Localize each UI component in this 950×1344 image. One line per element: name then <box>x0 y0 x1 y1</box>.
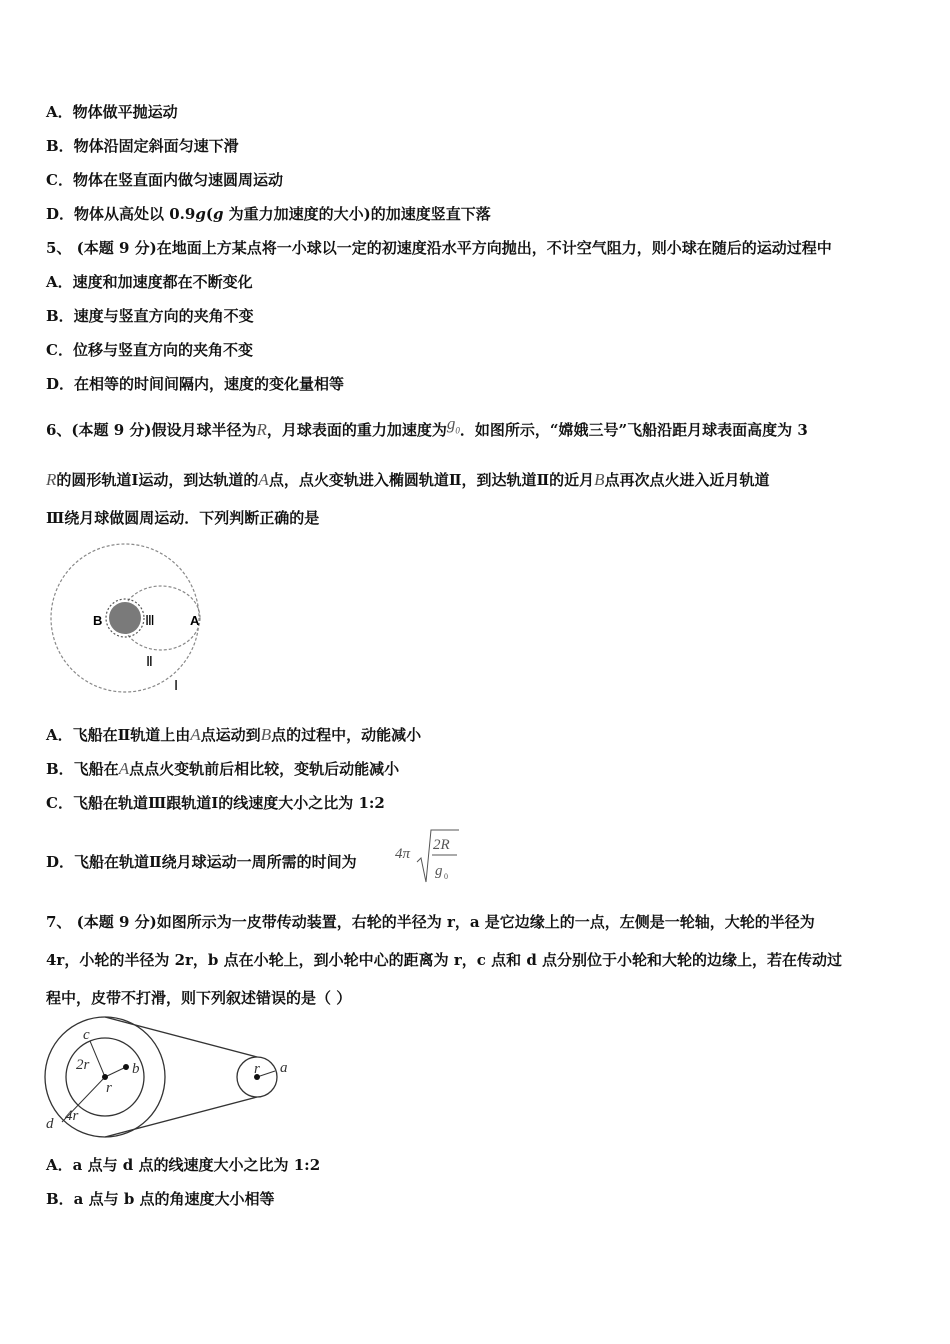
q6-symbol-a: A <box>258 470 269 489</box>
label-b: B <box>93 613 103 628</box>
q5-option-b: B．速度与竖直方向的夹角不变 <box>46 307 254 325</box>
q6-text: 6、(本题 9 分)假设月球半径为 <box>46 421 257 439</box>
label-d: d <box>46 1116 54 1132</box>
q6-g: g <box>446 414 456 433</box>
q6-option-d <box>46 852 357 872</box>
q6-stem-line1 <box>46 414 808 446</box>
q5-stem: 5、 (本题 9 分)在地面上方某点将一小球以一定的初速度沿水平方向抛出，不计空气阻力，则小球在随后的运动过程中 <box>46 239 832 257</box>
formula-numerator: 2R <box>433 837 450 853</box>
q6-symbol-r: R <box>256 420 267 439</box>
q6-b-text: 点点火变轨前后相比较，变轨后动能减小 <box>129 760 400 778</box>
q6-a-text: A．飞船在Ⅱ轨道上由 <box>46 726 191 744</box>
q6-option-b <box>46 759 399 779</box>
q4-d-text-1: D．物体从高处以 0.9 <box>46 205 196 223</box>
q7-stem-line1: 7、 (本题 9 分)如图所示为一皮带传动装置，右轮的半径为 r，a 是它边缘上的一点，左侧是一轮轴，大轮的半径为 <box>46 913 815 931</box>
q4-d-text-2: ( <box>205 205 213 223</box>
belt-drive-diagram <box>40 1016 310 1146</box>
q6-text: 点，点火变轨进入椭圆轨道Ⅱ，到达轨道Ⅱ的近月 <box>268 471 595 489</box>
q4-option-b: B．物体沿固定斜面匀速下滑 <box>46 137 239 155</box>
q4-option-c: C．物体在竖直面内做匀速圆周运动 <box>46 171 283 189</box>
q6-symbol-r: R <box>46 470 57 489</box>
formula-period <box>393 826 463 886</box>
label-ii: Ⅱ <box>146 655 153 670</box>
q6-text: ，月球表面的重力加速度为 <box>266 421 447 439</box>
formula-denominator-sub: 0 <box>444 872 448 881</box>
q4-d-g2: g <box>212 205 224 223</box>
label-a: A <box>190 613 200 628</box>
label-2r: 2r <box>76 1057 90 1073</box>
q6-option-c: C．飞船在轨道Ⅲ跟轨道Ⅰ的线速度大小之比为 1:2 <box>46 794 385 812</box>
q4-option-d <box>46 204 491 224</box>
q4-d-text-3: 为重力加速度的大小)的加速度竖直下落 <box>223 205 491 223</box>
q6-a-text: 点的过程中，动能减小 <box>271 726 422 744</box>
belt-top <box>105 1017 257 1057</box>
q5-option-a: A．速度和加速度都在不断变化 <box>46 273 253 291</box>
q4-option-a: A．物体做平抛运动 <box>46 103 178 121</box>
radius-r <box>105 1067 126 1077</box>
q7-option-a: A．a 点与 d 点的线速度大小之比为 1:2 <box>46 1156 321 1174</box>
q6-b-text: B．飞船在 <box>46 760 119 778</box>
q6-symbol-b: B <box>260 725 272 744</box>
formula-denominator: g <box>435 863 443 879</box>
label-a: a <box>280 1060 288 1076</box>
q6-text: ．如图所示，“嫦娥三号”飞船沿距月球表面高度为 3 <box>459 421 808 439</box>
q7-option-b: B．a 点与 b 点的角速度大小相等 <box>46 1190 275 1208</box>
moon-shape <box>109 602 141 634</box>
q7-stem-line3: 程中，皮带不打滑，则下列叙述错误的是（ ） <box>46 989 352 1007</box>
formula-coef: 4π <box>395 846 411 862</box>
radius-2r <box>90 1041 105 1077</box>
label-r-right: r <box>254 1061 260 1077</box>
belt-bottom <box>105 1097 257 1137</box>
orbit-diagram <box>46 540 216 700</box>
q6-symbol-a: A <box>190 725 201 744</box>
label-4r: 4r <box>65 1108 79 1124</box>
label-iii: Ⅲ <box>145 614 155 629</box>
q7-stem-line2: 4r，小轮的半径为 2r，b 点在小轮上，到小轮中心的距离为 r，c 点和 d 点分别位于小轮和大轮的边缘上，若在传动过 <box>46 951 843 969</box>
label-i: Ⅰ <box>174 679 179 694</box>
q6-symbol-g0 <box>446 414 460 436</box>
q6-a-text: 点运动到 <box>200 726 261 744</box>
q6-option-a <box>46 725 421 745</box>
q6-symbol-b: B <box>594 470 605 489</box>
point-b <box>123 1064 129 1070</box>
label-c: c <box>83 1027 90 1043</box>
label-r-inner: r <box>106 1080 112 1096</box>
q6-text: 点再次点火进入近月轨道 <box>604 471 770 489</box>
q6-d-text: D．飞船在轨道Ⅱ绕月球运动一周所需的时间为 <box>46 853 357 871</box>
q6-g-sub: 0 <box>455 425 460 436</box>
q6-stem-line2 <box>46 470 770 490</box>
q4-d-g: g <box>195 205 206 223</box>
q6-stem-line3: Ⅲ绕月球做圆周运动．下列判断正确的是 <box>46 509 320 527</box>
q6-symbol-a: A <box>118 759 130 778</box>
q5-option-c: C．位移与竖直方向的夹角不变 <box>46 341 253 359</box>
q6-text: 的圆形轨道Ⅰ运动，到达轨道的 <box>56 471 259 489</box>
label-b: b <box>132 1061 140 1077</box>
q5-option-d: D．在相等的时间间隔内，速度的变化量相等 <box>46 375 345 393</box>
